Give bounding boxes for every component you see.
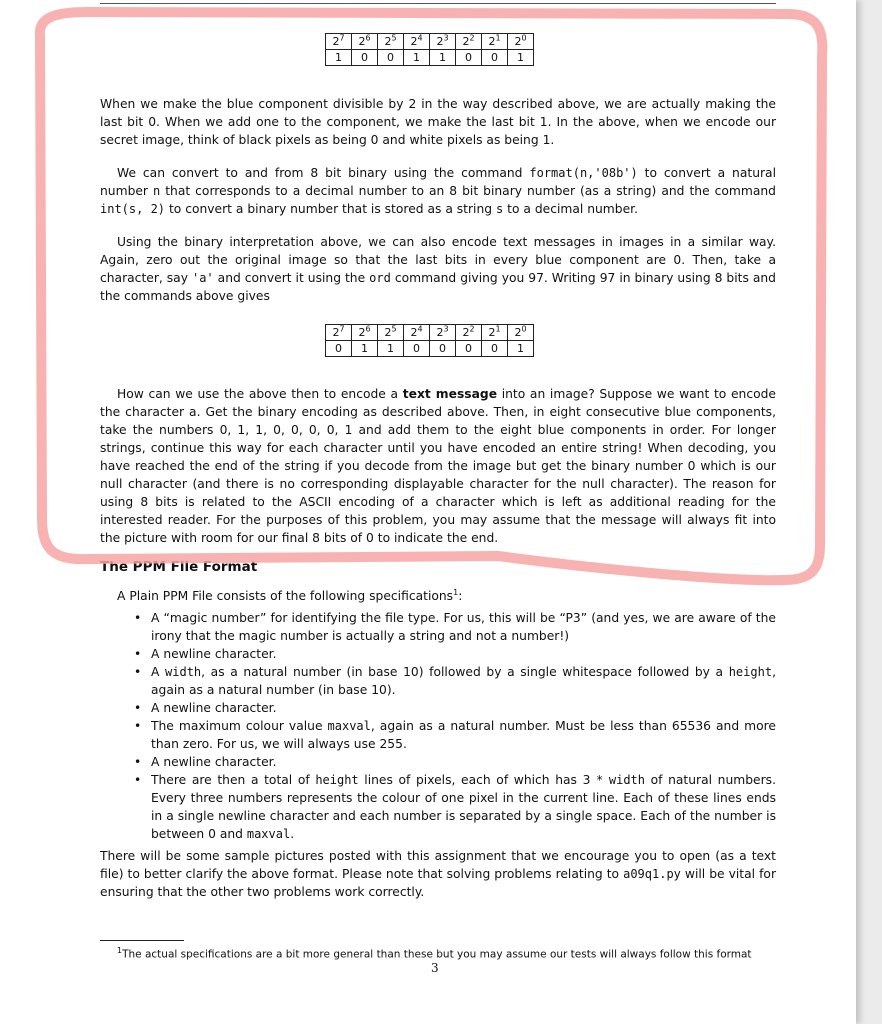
bit-cell: 0 — [482, 341, 508, 357]
list-item: • A newline character. — [134, 755, 277, 769]
powers-row — [326, 34, 534, 50]
power-cell: $2^6$ — [352, 325, 378, 341]
power-cell: $2^7$ — [326, 325, 352, 341]
bit-cell: 1 — [508, 50, 534, 66]
bits-row — [326, 50, 534, 66]
bullet: • — [134, 773, 142, 787]
paragraph-last-bit: When we make the blue component divisible by 2 in the way described above, we are actually making the last bit 0. When we add one to the component, we make the last bit 1. In the above, when we encode our secret image, think of black pixels as being 0 and white pixels as being 1. — [100, 97, 776, 147]
bit-cell: 0 — [326, 341, 352, 357]
code-height: height — [728, 665, 773, 679]
footnote-number: 1 — [117, 946, 123, 955]
footnote-ref: 1 — [453, 588, 459, 597]
power-cell: $2^2$ — [456, 34, 482, 50]
paragraph-encode-text: How can we use the above then to encode a text message into an image? Suppose we want to encode the character a. Get the binary encoding as described above. Then, in eight consecutive blue components, take the numbers 0, 1, 1, 0, 0, 0, 0, 1 and add them to the eight blue components in order. For longer strings, continue this way for each character until you have encoded an entire string! When decoding, you have reached the end of the string if you decode from the image but get the binary number 0 which is our null character (and there is no corresponding displayable character for the null character). The reason for using 8 bits is related to the ASCII encoding of a character which is left as additional reading for the interested reader. For the purposes of this problem, you may assume that the message will always fit into the picture with room for our final 8 bits of 0 to indicate the end. — [100, 387, 776, 545]
spec-intro: A Plain PPM File consists of the following specifications$^1$: — [117, 588, 463, 604]
code-ord: ord — [369, 271, 391, 285]
code-char-a: 'a' — [191, 271, 214, 285]
power-cell: $2^4$ — [404, 34, 430, 50]
power-cell: $2^0$ — [508, 34, 534, 50]
bit-cell: 1 — [378, 341, 404, 357]
code-height: height — [315, 773, 359, 787]
footnote-rule — [100, 940, 184, 941]
bold-text-message: text message — [402, 387, 498, 401]
bit-cell: 0 — [456, 341, 482, 357]
code-maxval: maxval — [246, 827, 291, 841]
bit-cell: 1 — [508, 341, 534, 357]
binary-table-2 — [325, 324, 534, 357]
bullet: • — [134, 701, 142, 715]
code-n: n — [152, 184, 161, 198]
bit-cell: 0 — [430, 341, 456, 357]
spec-list — [130, 609, 776, 843]
list-item: • There are then a total of height lines of pixels, each of which has 3 * width of natural numbers. Every three numbers represents the colour of one pixel in the current line. Each of these lines ends in a single newline character and each number is separated by a single space. Each of the number is between 0 and maxval. — [134, 773, 776, 841]
bits-row — [326, 341, 534, 357]
power-cell: $2^4$ — [404, 325, 430, 341]
bit-cell: 1 — [326, 50, 352, 66]
list-item: • The maximum colour value maxval, again as a natural number. Must be less than 65536 and more than zero. For us, we will always use 255. — [134, 719, 776, 751]
bit-cell: 0 — [456, 50, 482, 66]
power-cell: $2^5$ — [378, 325, 404, 341]
code-filename: a09q1.py — [623, 867, 681, 881]
bullet: • — [134, 611, 142, 625]
bit-cell: 1 — [430, 50, 456, 66]
code-star: * — [596, 773, 604, 787]
bullet: • — [134, 647, 142, 661]
list-item: • A newline character. — [134, 647, 277, 661]
top-rule — [100, 3, 776, 4]
bit-cell: 0 — [404, 341, 430, 357]
list-item: • A width, as a natural number (in base 10) followed by a single whitespace followed by a height, again as a natural number (in base 10). — [134, 665, 776, 697]
power-cell: $2^5$ — [378, 34, 404, 50]
power-cell: $2^3$ — [430, 325, 456, 341]
code-int: int(s, 2) — [100, 202, 166, 216]
binary-table-1 — [325, 33, 534, 66]
page-number: 3 — [431, 961, 439, 975]
bit-cell: 0 — [352, 50, 378, 66]
powers-row — [326, 325, 534, 341]
code-width: width — [608, 773, 645, 787]
power-cell: $2^3$ — [430, 34, 456, 50]
power-cell: $2^6$ — [352, 34, 378, 50]
paragraph-binary-conversion: We can convert to and from 8 bit binary using the command format(n,'08b') to convert a natural number n that corresponds to a decimal number to an 8 bit binary number (as a string) and the command int(s, 2) to convert a binary number that is stored as a string s to a decimal number. — [100, 166, 776, 216]
code-format: format(n,'08b') — [529, 166, 638, 180]
paragraph-closing: There will be some sample pictures posted with this assignment that we encourage you to open (as a text file) to better clarify the above format. Please note that solving problems relating to a09q1.py will be vital for ensuring that the other two problems work correctly. — [100, 849, 776, 899]
bullet: • — [134, 719, 142, 733]
bit-cell: 0 — [482, 50, 508, 66]
bit-cell: 1 — [404, 50, 430, 66]
bit-cell: 1 — [352, 341, 378, 357]
code-width: width — [165, 665, 202, 679]
code-s: s — [495, 202, 504, 216]
bullet: • — [134, 755, 142, 769]
list-item: • A “magic number” for identifying the file type. For us, this will be “P3” (and yes, we are aware of the irony that the magic number is actually a string and not a number!) — [134, 611, 776, 643]
power-cell: $2^0$ — [508, 325, 534, 341]
paragraph-text-messages: Using the binary interpretation above, we can also encode text messages in images in a similar way. Again, zero out the original image so that the last bits in every blue component are 0. Then, take a character, say 'a' and convert it using the ord command giving you 97. Writing 97 in binary using 8 bits and the commands above gives — [100, 235, 776, 303]
power-cell: $2^2$ — [456, 325, 482, 341]
power-cell: $2^1$ — [482, 34, 508, 50]
bit-cell: 0 — [378, 50, 404, 66]
footnote: $^1$The actual specifications are a bit more general than these but you may assume our tests will always follow this format — [117, 946, 752, 961]
power-cell: $2^1$ — [482, 325, 508, 341]
list-item: • A newline character. — [134, 701, 277, 715]
bullet: • — [134, 665, 142, 679]
power-cell: $2^7$ — [326, 34, 352, 50]
code-maxval: maxval — [327, 719, 371, 733]
section-heading: The PPM File Format — [100, 559, 258, 575]
